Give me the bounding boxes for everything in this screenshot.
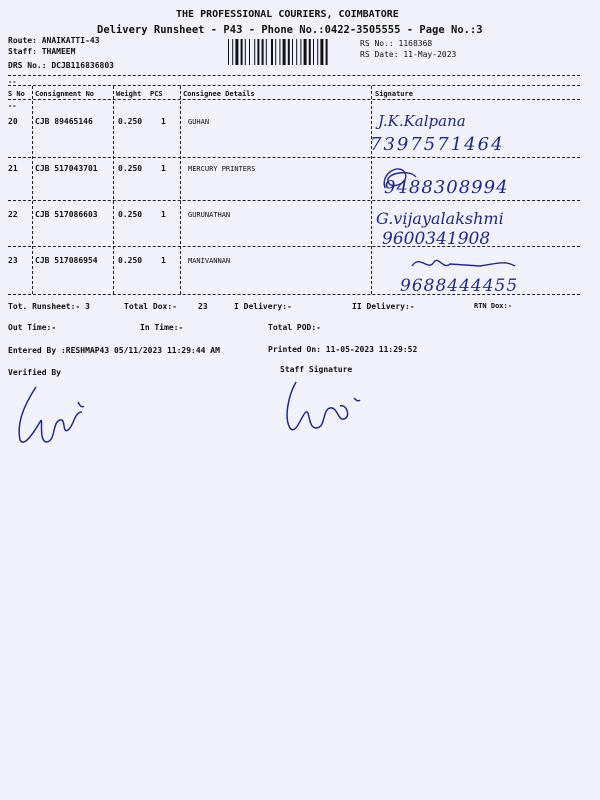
barcode-bar xyxy=(249,39,250,65)
col-header-consignee: Consignee Details xyxy=(183,90,255,98)
row-sno: 23 xyxy=(8,256,18,265)
row-weight: 0.250 xyxy=(118,256,143,265)
drs-number: DRS No.: DCJB116836803 xyxy=(8,61,114,70)
barcode-bar xyxy=(262,39,264,65)
barcode-bar xyxy=(232,39,233,65)
row-consignment: CJB 517043701 xyxy=(35,164,98,173)
header-marker: -- xyxy=(8,102,17,110)
header-marker: -- xyxy=(8,78,17,86)
rs-date: RS Date: 11-May-2023 xyxy=(360,50,457,59)
barcode-bar xyxy=(235,39,238,65)
barcode-bar xyxy=(241,39,243,65)
row-pcs: 1 xyxy=(161,164,166,173)
col-divider xyxy=(32,86,33,294)
col-header-sno: S No xyxy=(8,90,25,98)
barcode-bar xyxy=(300,39,301,65)
verified-by-signature xyxy=(8,382,98,452)
in-time: In Time:- xyxy=(140,323,184,332)
total-dox-value: 23 xyxy=(198,302,208,311)
row-sno: 20 xyxy=(8,117,18,126)
tot-runsheet: Tot. Runsheet:- 3 xyxy=(8,302,90,311)
rule-row-20 xyxy=(8,157,580,158)
row-weight: 0.250 xyxy=(118,164,143,173)
barcode-bar xyxy=(283,39,286,65)
rtn-dox: RTN Dox:- xyxy=(474,302,512,310)
barcode-bar xyxy=(292,39,293,65)
i-delivery: I Delivery:- xyxy=(234,302,292,311)
barcode-bar xyxy=(271,39,273,65)
signature-phone: 9600341908 xyxy=(382,229,491,249)
route-label: Route: ANAIKATTI-43 xyxy=(8,36,100,45)
barcode-bar xyxy=(275,39,276,65)
row-consignment: CJB 89465146 xyxy=(35,117,93,126)
printed-on: Printed On: 11-05-2023 11:29:52 xyxy=(268,345,418,354)
barcode-bar xyxy=(245,39,246,65)
ii-delivery: II Delivery:- xyxy=(352,302,415,311)
row-consignee: MERCURY PRINTERS xyxy=(188,165,256,173)
signature-phone: 9688444455 xyxy=(400,276,519,296)
col-header-signature: Signature xyxy=(375,90,413,98)
col-header-weight: Weight xyxy=(116,90,142,98)
signature-name: J.K.Kalpana xyxy=(378,112,466,130)
total-dox-label: Total Dox:- xyxy=(124,302,177,311)
barcode-bar xyxy=(279,39,280,65)
barcode xyxy=(228,39,356,65)
row-pcs: 1 xyxy=(161,256,166,265)
entered-by: Entered By :RESHMAP43 05/11/2023 11:29:44 AM xyxy=(8,346,220,355)
signature-name: G.vijayalakshmi xyxy=(376,209,504,228)
staff-signature xyxy=(276,374,366,444)
row-consignment: CJB 517086954 xyxy=(35,256,98,265)
col-divider xyxy=(180,86,181,294)
barcode-bar xyxy=(320,39,323,65)
row-weight: 0.250 xyxy=(118,117,143,126)
row-consignee: MANIVANNAN xyxy=(188,257,231,265)
rule-top-2 xyxy=(8,85,580,86)
staff-label: Staff: THAMEEM xyxy=(8,47,76,56)
signature-phone: 9488308994 xyxy=(384,177,509,198)
signature-scribble xyxy=(410,252,520,274)
total-pod: Total POD:- xyxy=(268,323,321,332)
barcode-bar xyxy=(266,39,267,65)
barcode-bar xyxy=(254,39,255,65)
barcode-bar xyxy=(313,39,314,65)
barcode-bar xyxy=(309,39,311,65)
row-weight: 0.250 xyxy=(118,210,143,219)
runsheet-subtitle: Delivery Runsheet - P43 - Phone No.:0422-3505555 - Page No.:3 xyxy=(97,24,483,36)
row-pcs: 1 xyxy=(161,117,166,126)
staff-signature-label: Staff Signature xyxy=(280,365,353,374)
barcode-bar xyxy=(317,39,318,65)
barcode-bar xyxy=(326,39,328,65)
barcode-bar xyxy=(304,39,307,65)
row-sno: 22 xyxy=(8,210,18,219)
barcode-bar xyxy=(288,39,290,65)
rs-number: RS No.: 1168368 xyxy=(360,39,433,48)
rule-header-bottom xyxy=(8,99,580,100)
row-consignment: CJB 517086603 xyxy=(35,210,98,219)
col-divider xyxy=(371,86,372,294)
row-pcs: 1 xyxy=(161,210,166,219)
row-consignee: GUHAN xyxy=(188,118,210,126)
row-consignee: GURUNATHAN xyxy=(188,211,231,219)
col-header-consignment: Consignment No xyxy=(35,90,95,98)
signature-phone: 7397571464 xyxy=(370,134,505,155)
company-title: THE PROFESSIONAL COURIERS, COIMBATORE xyxy=(176,9,399,20)
rule-row-22 xyxy=(8,246,580,247)
barcode-bar xyxy=(296,39,297,65)
col-header-pcs: PCS xyxy=(150,90,163,98)
col-divider xyxy=(113,86,114,294)
row-sno: 21 xyxy=(8,164,18,173)
rule-row-21 xyxy=(8,200,580,201)
rule-top xyxy=(8,75,580,76)
barcode-bar xyxy=(228,39,229,65)
out-time: Out Time:- xyxy=(8,323,57,332)
verified-by-label: Verified By xyxy=(8,368,61,377)
barcode-bar xyxy=(257,39,259,65)
